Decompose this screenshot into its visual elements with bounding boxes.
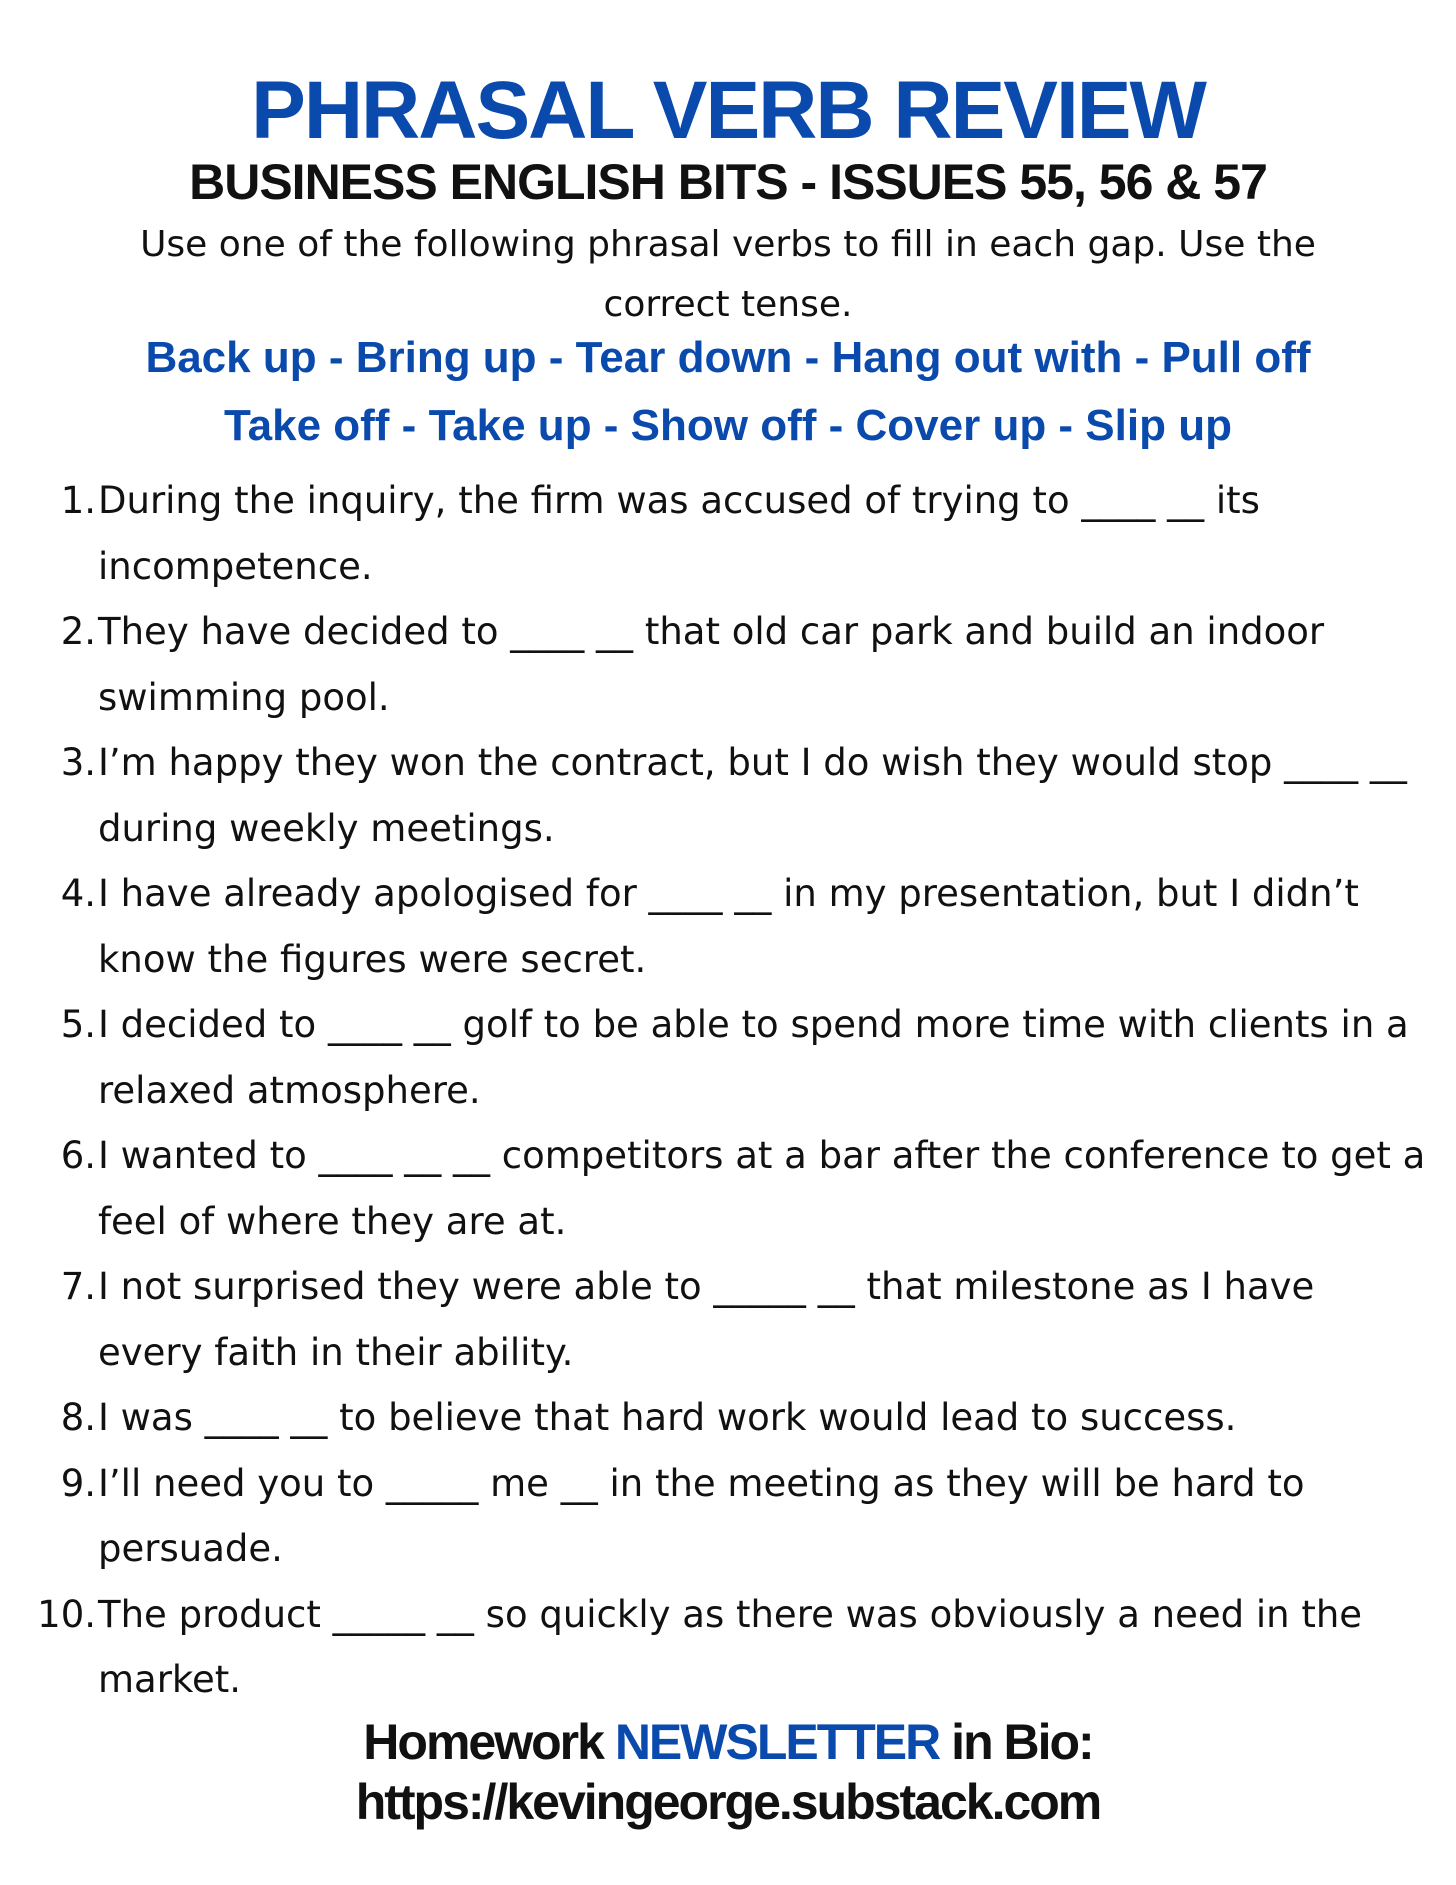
question-item [0,1385,1456,1451]
page-subtitle: BUSINESS ENGLISH BITS - ISSUES 55, 56 & 57 [189,154,1267,210]
question-text: I have already apologised for ____ __ in my presentation, but I didn’t know the figures were secret. [98,872,1359,981]
phrasal-verbs-row-1: Back up - Bring up - Tear down - Hang out with - Pull off [145,333,1311,382]
question-text: I’ll need you to _____ me __ in the meeting as they will be hard to persuade. [98,1461,1305,1570]
question-number: 9. [60,1461,96,1505]
question-text: I decided to ____ __ golf to be able to spend more time with clients in a relaxed atmosphere. [98,1003,1409,1112]
question-number: 6. [60,1134,96,1177]
newsletter-callout [0,1712,1456,1772]
question-text: I wanted to ____ __ __ competitors at a bar after the conference to get a feel of where they are at. [98,1134,1426,1243]
question-item [0,468,1456,599]
newsletter-url-line [0,1772,1456,1832]
question-item [0,861,1456,992]
question-text: I’m happy they won the contract, but I do wish they would stop ____ __ during weekly meetings. [98,741,1407,850]
page-title: PHRASAL VERB REVIEW [251,65,1205,156]
question-text: The product _____ __ so quickly as there was obviously a need in the market. [98,1592,1363,1701]
question-number: 4. [60,872,96,915]
newsletter-url-link[interactable]: https://kevingeorge.substack.com [355,1774,1101,1830]
instructions: Use one of the following phrasal verbs to fill in each gap. Use the correct tense. [140,224,1316,325]
question-number: 3. [60,741,96,784]
question-number: 5. [60,1003,96,1046]
phrasal-verbs-row-2: Take off - Take up - Show off - Cover up - Slip up [224,401,1232,450]
question-item [0,599,1456,730]
question-number: 1. [60,479,96,522]
question-item [0,1254,1456,1385]
newsletter-accent: NEWSLETTER [614,1714,940,1770]
question-text: They have decided to ____ __ that old car park and build an indoor swimming pool. [98,610,1325,719]
question-text: During the inquiry, the firm was accused of trying to ____ __ its incompetence. [98,479,1260,588]
question-number: 7. [60,1265,96,1308]
newsletter-prefix: Homework [363,1714,603,1770]
question-number: 8. [60,1396,96,1439]
question-item [0,1451,1456,1582]
question-item [0,992,1456,1123]
question-item [0,730,1456,861]
question-list [0,468,1456,1713]
question-text: I not surprised they were able to _____ __ that milestone as I have every faith in their ability. [98,1265,1315,1374]
question-number: 10. [37,1592,96,1636]
question-text: I was ____ __ to believe that hard work would lead to success. [98,1396,1237,1439]
question-number: 2. [60,610,96,653]
newsletter-suffix: in Bio: [951,1714,1093,1770]
question-item [0,1582,1456,1713]
question-item [0,1123,1456,1254]
